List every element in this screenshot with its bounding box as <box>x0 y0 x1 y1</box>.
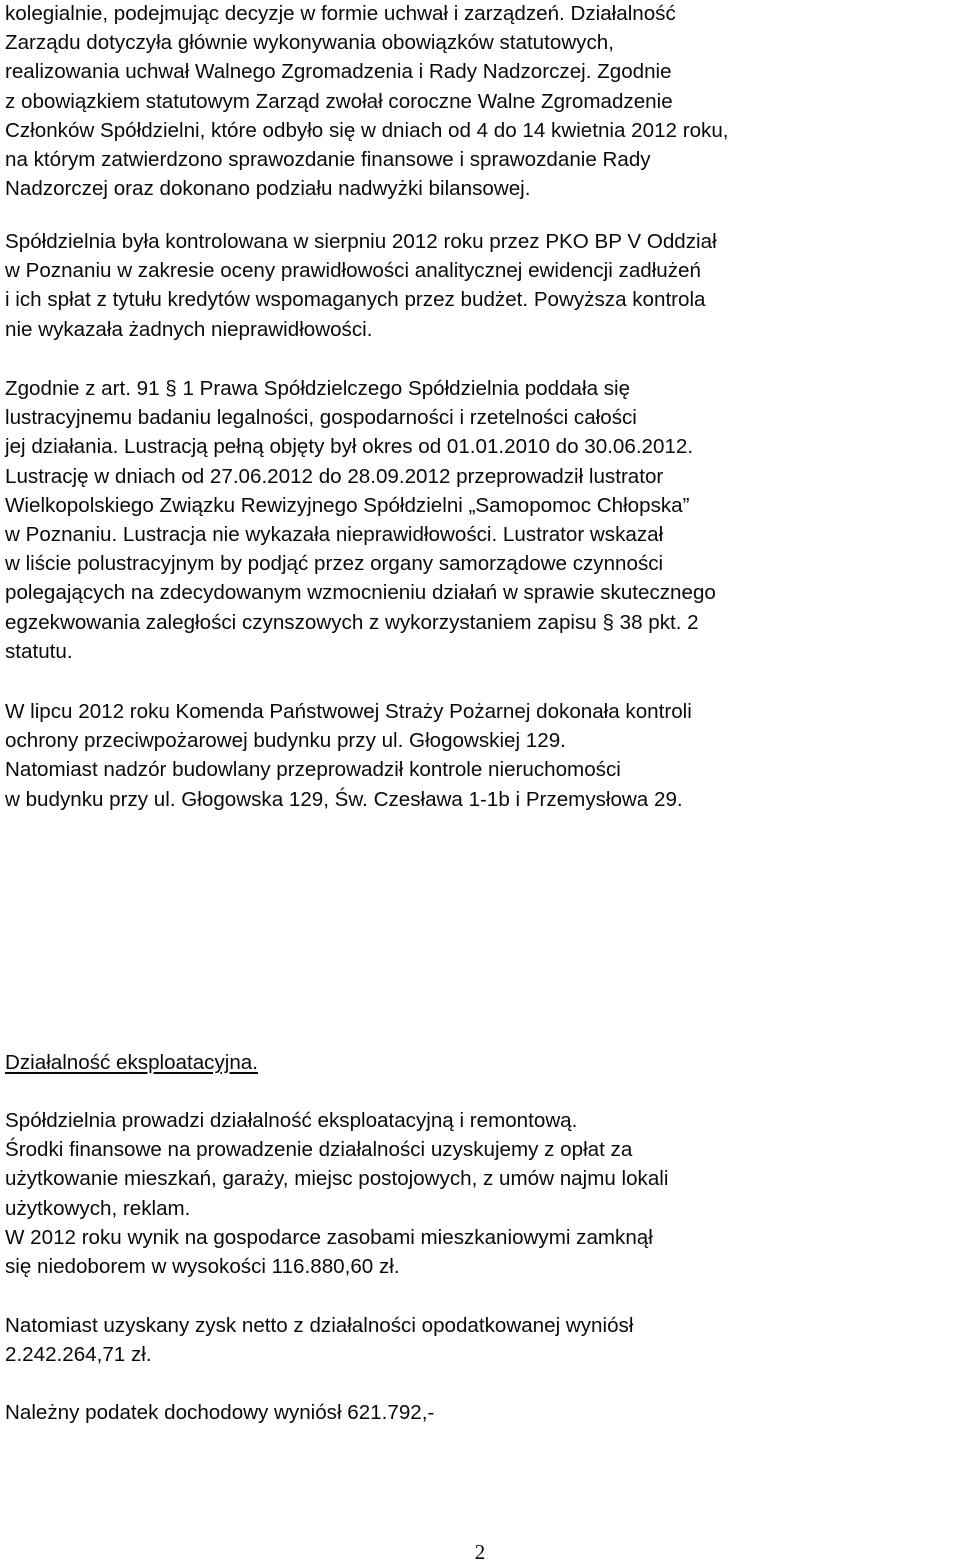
paragraph-fire-inspection <box>5 697 692 814</box>
text-line: W 2012 roku wynik na gospodarce zasobami mieszkaniowymi zamknął <box>5 1225 653 1249</box>
text-line: ochrony przeciwpożarowej budynku przy ul. Głogowskiej 129. <box>5 729 566 753</box>
text-line: egzekwowania zaległości czynszowych z wykorzystaniem zapisu § 38 pkt. 2 <box>5 610 699 634</box>
text-line: Spółdzielnia była kontrolowana w sierpniu 2012 roku przez PKO BP V Oddział <box>5 230 717 253</box>
text-line: realizowania uchwał Walnego Zgromadzenia i Rady Nadzorczej. Zgodnie <box>5 60 672 84</box>
text-line: W lipcu 2012 roku Komenda Państwowej Straży Pożarnej dokonała kontroli <box>5 700 692 723</box>
text-line: Spółdzielnia prowadzi działalność eksploatacyjną i remontową. <box>5 1109 578 1132</box>
text-line: i ich spłat z tytułu kredytów wspomaganych przez budżet. Powyższa kontrola <box>5 288 706 312</box>
text-line: 2.242.264,71 zł. <box>5 1343 152 1367</box>
text-line: się niedoborem w wysokości 116.880,60 zł. <box>5 1254 400 1278</box>
text-line: z obowiązkiem statutowym Zarząd zwołał coroczne Walne Zgromadzenie <box>5 89 673 113</box>
text-line: nie wykazała żadnych nieprawidłowości. <box>5 317 373 341</box>
text-line: w liście polustracyjnym by podjąć przez organy samorządowe czynności <box>5 552 664 576</box>
text-line: Lustrację w dniach od 27.06.2012 do 28.09.2012 przeprowadził lustrator <box>5 464 664 488</box>
text-line: w budynku przy ul. Głogowska 129, Św. Czesława 1-1b i Przemysłowa 29. <box>5 787 683 811</box>
text-line: Wielkopolskiego Związku Rewizyjnego Spółdzielni „Samopomoc Chłopska” <box>5 493 690 517</box>
page-number: 2 <box>474 1540 486 1564</box>
text-line: lustracyjnemu badaniu legalności, gospodarności i rzetelności całości <box>5 406 637 430</box>
text-line: Zarządu dotyczyła głównie wykonywania obowiązków statutowych, <box>5 31 614 55</box>
paragraph-bank-inspection <box>5 227 717 344</box>
paragraph-income-tax <box>5 1398 434 1427</box>
text-line: statutu. <box>5 639 73 663</box>
paragraph-net-profit <box>5 1311 633 1369</box>
text-line: Natomiast nadzór budowlany przeprowadził kontrole nieruchomości <box>5 758 621 782</box>
text-line: Środki finansowe na prowadzenie działalności uzyskujemy z opłat za <box>5 1138 633 1162</box>
text-line: użytkowych, reklam. <box>5 1196 191 1220</box>
text-line: Zgodnie z art. 91 § 1 Prawa Spółdzielczego Spółdzielnia poddała się <box>5 377 631 400</box>
text-line: użytkowanie mieszkań, garaży, miejsc postojowych, z umów najmu lokali <box>5 1167 669 1191</box>
text-line: w Poznaniu. Lustracja nie wykazała nieprawidłowości. Lustrator wskazał <box>5 522 664 546</box>
text-line: kolegialnie, podejmując decyzje w formie uchwał i zarządzeń. Działalność <box>5 2 676 25</box>
section-heading <box>5 1048 258 1077</box>
text-line: Członków Spółdzielni, które odbyło się w dniach od 4 do 14 kwietnia 2012 roku, <box>5 118 729 142</box>
text-line: Należny podatek dochodowy wyniósł 621.792,- <box>5 1401 435 1424</box>
text-line: jej działania. Lustracją pełną objęty był okres od 01.01.2010 do 30.06.2012. <box>5 435 694 459</box>
paragraph-lustration <box>5 374 716 666</box>
text-line: Nadzorczej oraz dokonano podziału nadwyżki bilansowej. <box>5 177 531 201</box>
paragraph-board-activity <box>5 0 729 203</box>
heading-text: Działalność eksploatacyjna. <box>5 1051 258 1074</box>
text-line: w Poznaniu w zakresie oceny prawidłowości analitycznej ewidencji zadłużeń <box>5 259 701 283</box>
paragraph-operations <box>5 1106 668 1281</box>
text-line: Natomiast uzyskany zysk netto z działalności opodatkowanej wyniósł <box>5 1314 634 1337</box>
text-line: polegających na zdecydowanym wzmocnieniu działań w sprawie skutecznego <box>5 581 716 605</box>
text-line: na którym zatwierdzono sprawozdanie finansowe i sprawozdanie Rady <box>5 147 651 171</box>
